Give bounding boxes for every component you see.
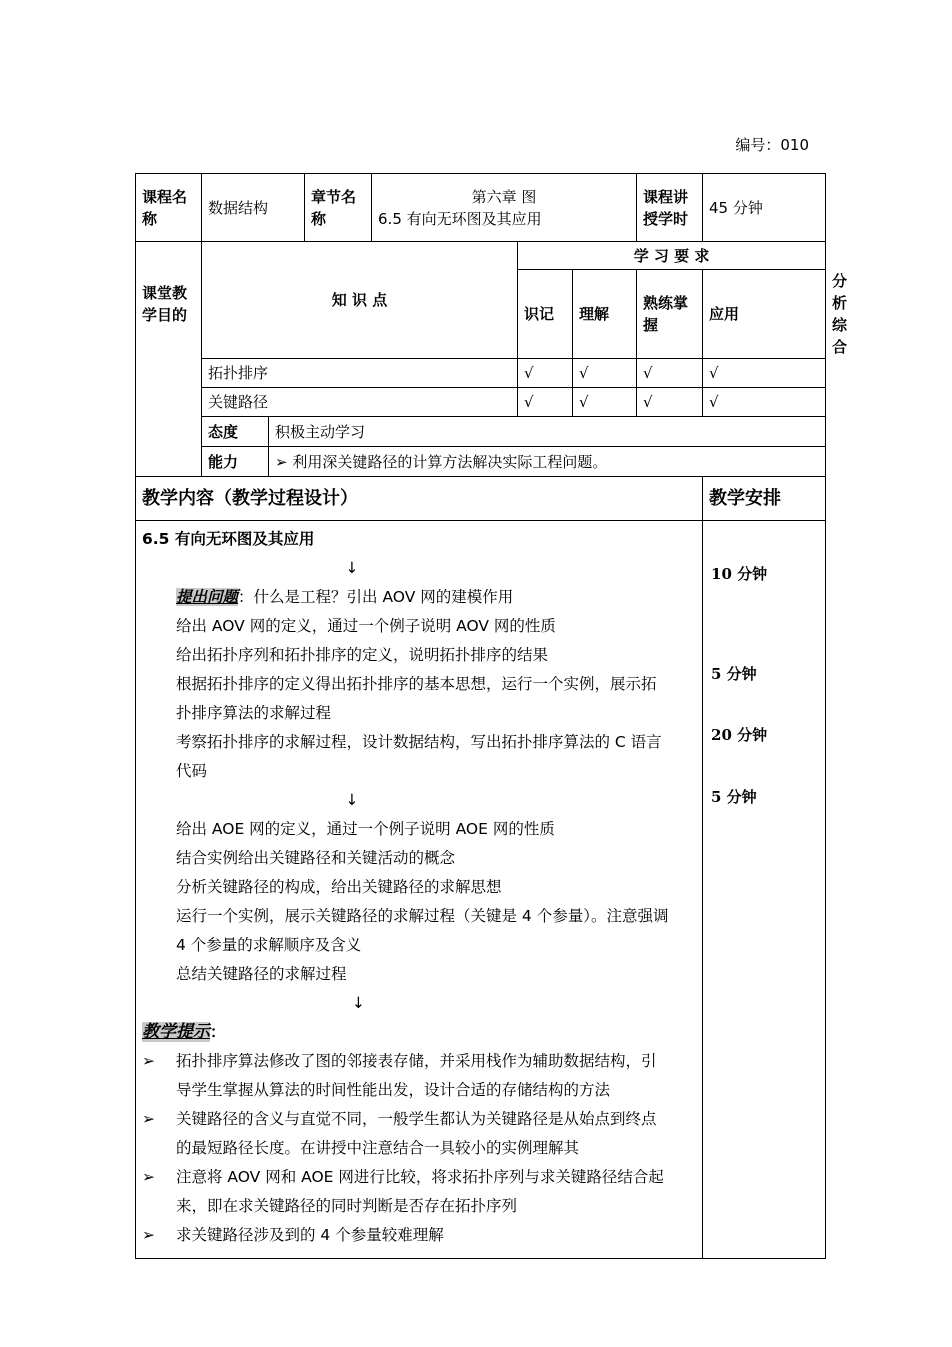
mark-cell: √ [637, 388, 703, 417]
requirements-columns-row: 识记 理解 熟练掌握 应用 分析综合 [136, 270, 826, 359]
content-line: 分析关键路径的构成，给出关键路径的求解思想 [176, 878, 502, 896]
course-info-row [136, 174, 826, 242]
lesson-plan-table [135, 173, 848, 1259]
mark-cell: √ [518, 388, 573, 417]
content-line: 给出拓扑序列和拓扑排序的定义，说明拓扑排序的结果 [176, 646, 549, 664]
content-line: 4 个参量的求解顺序及含义 [176, 936, 362, 954]
question-line [142, 583, 696, 612]
flow-arrow: ↓ [352, 994, 365, 1012]
hours-value: 45 分钟 [703, 174, 826, 242]
mark-cell: √ [573, 388, 637, 417]
content-line: 给出 AOV 网的定义，通过一个例子说明 AOV 网的性质 [176, 617, 556, 635]
tip-line: 注意将 AOV 网和 AOE 网进行比较，将求拓扑序列与求关键路径结合起 [176, 1168, 664, 1186]
content-line: 结合实例给出关键路径和关键活动的概念 [176, 849, 456, 867]
list-item [142, 1163, 696, 1221]
knowledge-header: 知 识 点 [202, 242, 518, 359]
requirements-header: 学 习 要 求 [518, 242, 826, 270]
objectives-header-row [136, 242, 826, 270]
list-item [142, 1047, 696, 1105]
time-allocation: 5 分钟 [711, 665, 757, 683]
content-line: 根据拓扑排序的定义得出拓扑排序的基本思想，运行一个实例，展示拓 [176, 675, 657, 693]
attitude-text: 积极主动学习 [269, 417, 826, 447]
content-line: 代码 [176, 762, 208, 780]
mark-cell: √ [703, 388, 826, 417]
chapter-subtitle: 6.5 有向无环图及其应用 [378, 209, 542, 228]
tip-line: 来，即在求关键路径的同时判断是否存在拓扑序列 [176, 1197, 518, 1215]
topic-cell: 关键路径 [202, 388, 518, 417]
question-label: 提出问题 [176, 588, 239, 606]
content-header-row [136, 477, 826, 521]
teaching-content [136, 521, 703, 1259]
list-item [142, 1221, 696, 1250]
objectives-label: 课堂教学目的 [136, 242, 202, 477]
course-name: 数据结构 [202, 174, 305, 242]
col-apply: 应用 [703, 270, 826, 359]
document-number: 编号：010 [735, 136, 809, 154]
time-allocation: 5 分钟 [711, 788, 757, 806]
question-text: ：什么是工程？引出 AOV 网的建模作用 [238, 588, 514, 606]
tip-line: 拓扑排序算法修改了图的邻接表存储，并采用栈作为辅助数据结构，引 [176, 1052, 657, 1070]
col-memorize: 识记 [518, 270, 573, 359]
teaching-arrangement [703, 521, 826, 1259]
col-master: 熟练掌握 [637, 270, 703, 359]
content-line: 运行一个实例，展示关键路径的求解过程（关键是 4 个参量）。注意强调 [176, 907, 669, 925]
chapter-title: 第六章 图 [471, 187, 537, 206]
col-understand: 理解 [573, 270, 637, 359]
ability-text: ➢ 利用深关键路径的计算方法解决实际工程问题。 [269, 447, 826, 477]
section-title: 6.5 有向无环图及其应用 [142, 530, 315, 548]
mark-cell: √ [573, 359, 637, 388]
bullet-arrow-icon: ➢ [142, 1052, 155, 1070]
mark-cell: √ [637, 359, 703, 388]
attitude-row [136, 417, 826, 447]
table-row [136, 388, 826, 417]
flow-arrow: ↓ [345, 559, 359, 577]
content-line: 扑排序算法的求解过程 [176, 704, 332, 722]
tip-line: 导学生掌握从算法的时间性能出发，设计合适的存储结构的方法 [176, 1081, 611, 1099]
content-body-row [136, 521, 826, 1259]
content-header: 教学内容（教学过程设计） [136, 477, 703, 521]
course-label: 课程名称 [136, 174, 202, 242]
chapter-name [372, 174, 637, 242]
content-line: 给出 AOE 网的定义，通过一个例子说明 AOE 网的性质 [176, 820, 555, 838]
content-line: 总结关键路径的求解过程 [176, 965, 347, 983]
tips-label: 教学提示 [142, 1022, 210, 1042]
time-allocation: 20 分钟 [711, 726, 768, 744]
bullet-arrow-icon: ➢ [142, 1168, 155, 1186]
attitude-label: 态度 [202, 417, 269, 447]
tip-line: 的最短路径长度。在讲授中注意结合一具较小的实例理解其 [176, 1139, 580, 1157]
bullet-arrow-icon: ➢ [142, 1110, 155, 1128]
time-allocation: 10 分钟 [711, 565, 768, 583]
topic-cell: 拓扑排序 [202, 359, 518, 388]
mark-cell: √ [518, 359, 573, 388]
tips-heading [142, 1018, 696, 1047]
mark-cell: √ [703, 359, 826, 388]
list-item [142, 1105, 696, 1163]
tip-line: 关键路径的含义与直觉不同，一般学生都认为关键路径是从始点到终点 [176, 1110, 657, 1128]
chapter-label: 章节名称 [305, 174, 372, 242]
tip-line: 求关键路径涉及到的 4 个参量较难理解 [176, 1226, 444, 1244]
arrangement-header: 教学安排 [703, 477, 826, 521]
table-row [136, 359, 826, 388]
flow-arrow: ↓ [345, 791, 359, 809]
ability-row [136, 447, 826, 477]
content-line: 考察拓扑排序的求解过程，设计数据结构，写出拓扑排序算法的 C 语言 [176, 733, 662, 751]
tips-colon: ： [210, 1023, 226, 1041]
ability-label: 能力 [202, 447, 269, 477]
hours-label: 课程讲授学时 [637, 174, 703, 242]
bullet-arrow-icon: ➢ [142, 1226, 155, 1244]
